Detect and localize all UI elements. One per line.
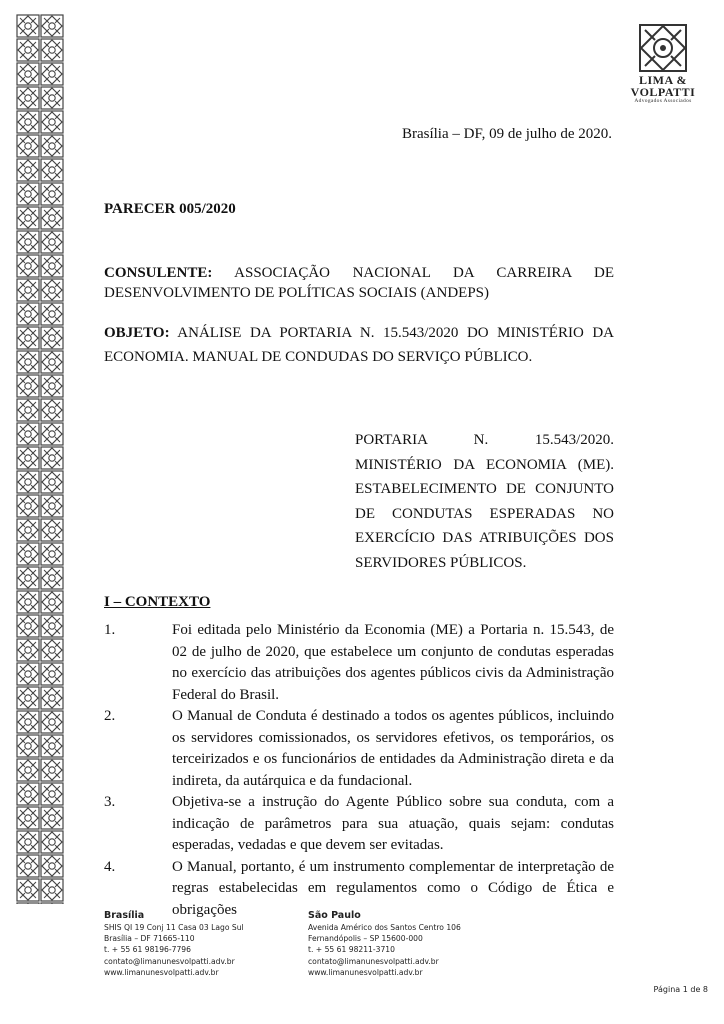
footer-website: www.limanunesvolpatti.adv.br [308, 967, 423, 977]
footer-office-sao-paulo [308, 910, 461, 978]
footer-phone: t. + 55 61 98211-3710 [308, 945, 395, 955]
logo-name-line1: LIMA & [639, 73, 687, 87]
item-text: O Manual, portanto, é um instrumento complementar de interpretação de regras estabelecidas em regulamentos como o Código de Ética e obrigações [172, 858, 614, 918]
logo-name-line2: VOLPATTI [630, 85, 696, 99]
ementa: PORTARIA N. 15.543/2020. MINISTÉRIO DA ECONOMIA (ME). ESTABELECIMENTO DE CONJUNTO DE CONDUTAS ESPERADAS NO EXERCÍCIO DAS ATRIBUIÇÕES DOS SERVIDORES PÚBLICOS. [355, 432, 614, 571]
footer-website: www.limanunesvolpatti.adv.br [104, 967, 219, 977]
footer-email: contato@limanunesvolpatti.adv.br [308, 956, 439, 966]
logo-subtitle: Advogados Associados [634, 98, 692, 104]
consulente-block [104, 263, 614, 303]
item-text: Foi editada pelo Ministério da Economia (ME) a Portaria n. 15.543, de 02 de julho de 2020, que estabelece um conjunto de condutas esperadas no exercício das atribuições dos agentes públicos civis da Administração Federal do Brasil. [172, 622, 614, 703]
footer-phone: t. + 55 61 98196-7796 [104, 945, 191, 955]
objeto-block [104, 321, 614, 369]
firm-logo [615, 22, 711, 112]
page-number: Página 1 de 8 [653, 985, 708, 994]
list-item [104, 792, 614, 857]
footer-office-brasilia [104, 910, 244, 978]
item-text: Objetiva-se a instrução do Agente Público sobre sua conduta, com a indicação de parâmetros para sua atuação, quais sejam: condutas esperadas, vedadas e que devem ser evitadas. [172, 794, 614, 853]
item-number: 2. [104, 708, 116, 724]
item-number: 4. [104, 858, 116, 875]
parecer-title: PARECER 005/2020 [104, 201, 236, 217]
numbered-list [104, 620, 614, 921]
section-title: I – CONTEXTO [104, 594, 211, 610]
objeto-label: OBJETO: [104, 325, 170, 341]
footer-email: contato@limanunesvolpatti.adv.br [104, 956, 235, 966]
item-text: O Manual de Conduta é destinado a todos os agentes públicos, incluindo os servidores comissionados, os servidores efetivos, os temporários, os terceirizados e os funcionários de entidades da Administração direta e da indireta, da autárquica e da fundacional. [172, 708, 614, 789]
list-item [104, 620, 614, 706]
footer-address: SHIS QI 19 Conj 11 Casa 03 Lago Sul [104, 923, 244, 932]
logo-emblem-icon [637, 22, 689, 74]
objeto-text: ANÁLISE DA PORTARIA N. 15.543/2020 DO MINISTÉRIO DA ECONOMIA. MANUAL DE CONDUDAS DO SERVIÇO PÚBLICO. [104, 325, 614, 365]
item-number: 3. [104, 794, 116, 810]
footer-city: São Paulo [308, 910, 361, 921]
decorative-border [16, 14, 64, 904]
footer-city: Brasília [104, 910, 145, 921]
footer-address: Avenida Américo dos Santos Centro 106 [308, 923, 461, 932]
footer-city-zip: Brasília – DF 71665-110 [104, 934, 195, 944]
list-item [104, 706, 614, 792]
item-number: 1. [104, 622, 116, 638]
footer-city-zip: Fernandópolis – SP 15600-000 [308, 934, 423, 944]
document-date: Brasília – DF, 09 de julho de 2020. [401, 126, 612, 142]
consulente-label: CONSULENTE: [104, 265, 213, 281]
consulente-text: ASSOCIAÇÃO NACIONAL DA CARREIRA DE DESENVOLVIMENTO DE POLÍTICAS SOCIAIS (ANDEPS) [104, 265, 614, 301]
